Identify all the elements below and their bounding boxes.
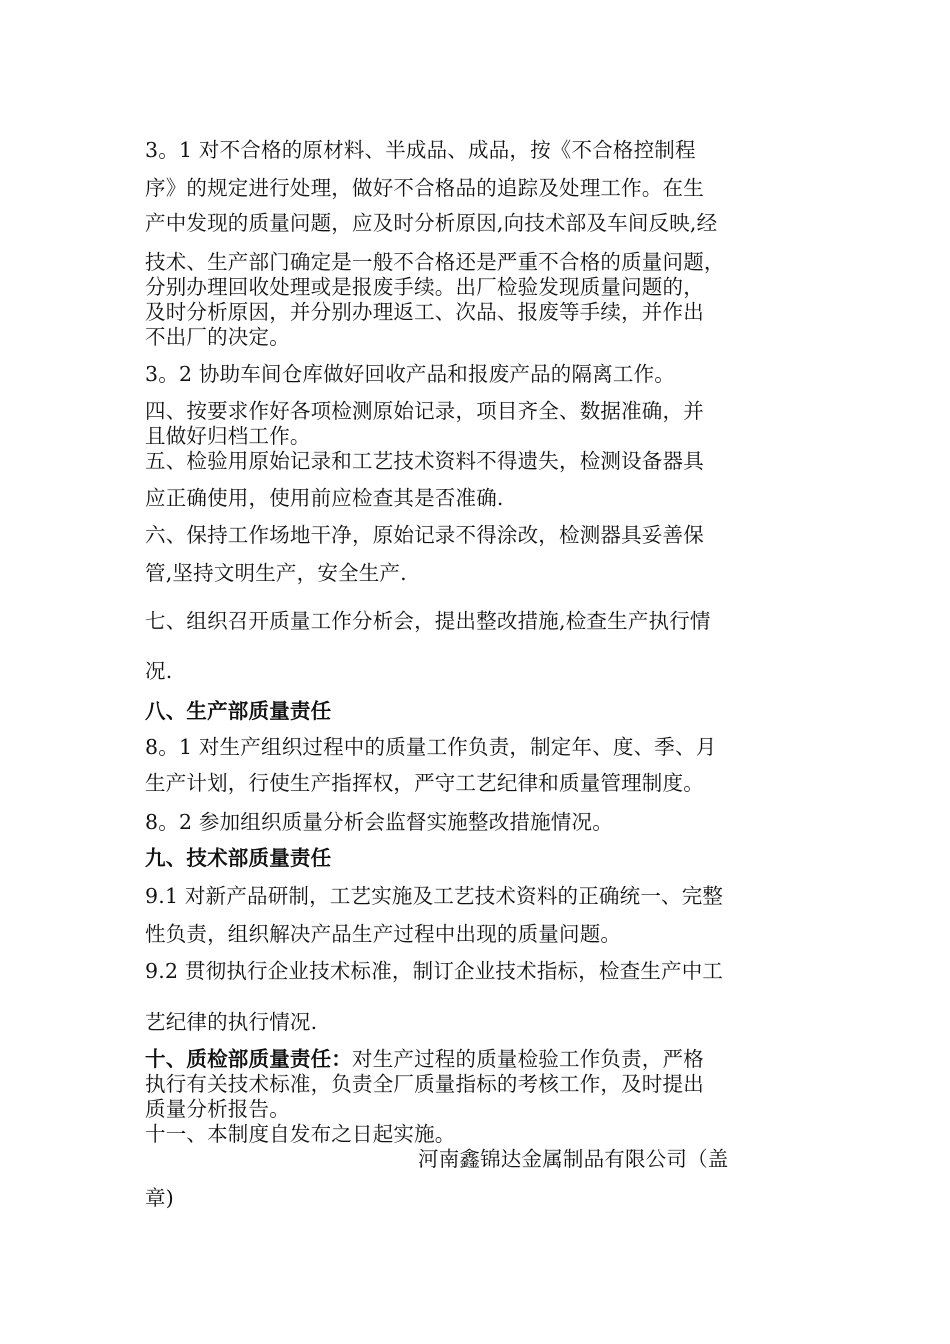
paragraph-line: 四、按要求作好各项检测原始记录，项目齐全、数据准确，并 (145, 399, 704, 423)
paragraph-line: 8。2 参加组织质量分析会监督实施整改措施情况。 (145, 810, 613, 834)
paragraph-text: 对生产过程的质量检验工作负责，严格 (352, 1047, 704, 1071)
company-signature-end: 章) (145, 1186, 174, 1210)
paragraph-line: 六、保持工作场地干净，原始记录不得涂改，检测器具妥善保 (145, 523, 704, 547)
paragraph-line: 且做好归档工作。 (145, 424, 311, 448)
paragraph-line: 9.2 贯彻执行企业技术标准，制订企业技术指标，检查生产中工 (145, 959, 724, 983)
paragraph-line (145, 1047, 704, 1071)
section-heading: 八、生产部质量责任 (145, 699, 332, 723)
company-signature: 河南鑫锦达金属制品有限公司（盖 (418, 1147, 729, 1171)
paragraph-line: 质量分析报告。 (145, 1097, 290, 1121)
paragraph-line: 七、组织召开质量工作分析会，提出整改措施,检查生产执行情 (145, 609, 711, 633)
paragraph-line: 3。2 协助车间仓库做好回收产品和报废产品的隔离工作。 (145, 362, 676, 386)
paragraph-line: 9.1 对新产品研制，工艺实施及工艺技术资料的正确统一、完整 (145, 884, 724, 908)
paragraph-line: 执行有关技术标准，负责全厂质量指标的考核工作，及时提出 (145, 1072, 704, 1096)
paragraph-line: 8。1 对生产组织过程中的质量工作负责，制定年、度、季、月 (145, 735, 717, 759)
paragraph-line: 序》的规定进行处理，做好不合格品的追踪及处理工作。在生 (145, 176, 704, 200)
paragraph-line: 况. (145, 659, 173, 683)
paragraph-line: 产中发现的质量问题，应及时分析原因,向技术部及车间反映,经 (145, 211, 718, 235)
paragraph-line: 艺纪律的执行情况. (145, 1010, 318, 1034)
section-heading: 九、技术部质量责任 (145, 846, 332, 870)
section-heading: 十、质检部质量责任： (145, 1047, 352, 1071)
paragraph-line: 管,坚持文明生产，安全生产. (145, 561, 407, 585)
paragraph-line: 3。1 对不合格的原材料、半成品、成品，按《不合格控制程 (145, 138, 696, 162)
paragraph-line: 性负责，组织解决产品生产过程中出现的质量问题。 (145, 922, 622, 946)
paragraph-line: 应正确使用，使用前应检查其是否准确. (145, 486, 504, 510)
paragraph-line: 十一、本制度自发布之日起实施。 (145, 1122, 456, 1146)
paragraph-line: 生产计划，行使生产指挥权，严守工艺纪律和质量管理制度。 (145, 771, 704, 795)
paragraph-line: 及时分析原因，并分别办理返工、次品、报废等手续，并作出 (145, 300, 704, 324)
paragraph-line: 不出厂的决定。 (145, 325, 290, 349)
paragraph-line: 五、检验用原始记录和工艺技术资料不得遗失，检测设备器具 (145, 449, 704, 473)
paragraph-line: 技术、生产部门确定是一般不合格还是严重不合格的质量问题， (145, 250, 725, 274)
paragraph-line: 分别办理回收处理或是报废手续。出厂检验发现质量问题的， (145, 275, 704, 299)
